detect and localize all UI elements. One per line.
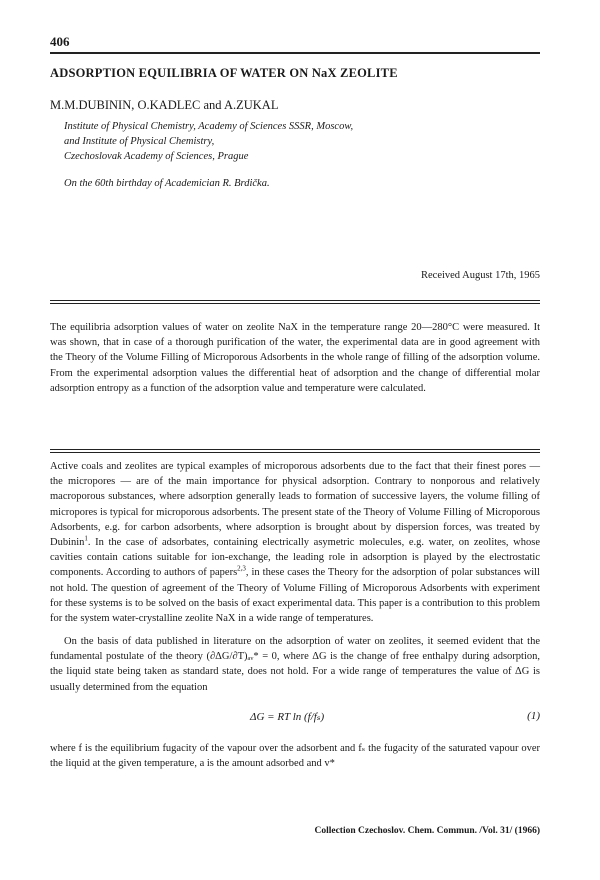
article-title: ADSORPTION EQUILIBRIA OF WATER ON NaX ZEOLITE	[50, 66, 398, 80]
abstract-bottom-rule	[50, 449, 540, 450]
paragraph-1-text-a: Active coals and zeolites are typical examples of microporous adsorbents due to the fact that their finest pores — the micropores — are of the main importance for physical adsorption. Contrary to nonporous and relatively macroporous substances, where adsorption generally leads to formation of successive layers, the volume filling of micropores is typical for microporous adsorbents. The present state of the Theory of Volume Filling of Microporous Adsorbents, e.g. for carbon adsorbents, where adsorption is brought about by dispersion forces, was treated by Dubinin	[50, 461, 540, 549]
abstract-top-rule-inner	[50, 303, 540, 304]
abstract-top-rule	[50, 300, 540, 301]
paragraph-3: where f is the equilibrium fugacity of the vapour over the adsorbent and fₛ the fugacity of the saturated vapour over the liquid at the given temperature, a is the amount adsorbed and v*	[50, 743, 540, 770]
equation-number: (1)	[527, 710, 540, 722]
dedication: On the 60th birthday of Academician R. Brdička.	[64, 178, 270, 189]
reference-2-3: 2,3	[237, 564, 246, 573]
paragraph-1-text-c: , in these cases the Theory for the adsorption of polar substances will not hold. The question of agreement of the Theory of Volume Filling of Microporous Adsorbents with experiment for these systems is to be solved on the basis of exact experimental data. This paper is a contribution to this problem for the system water-crystalline zeolite NaX in a wide range of temperatures.	[50, 567, 540, 625]
affiliation-line: Institute of Physical Chemistry, Academy of Sciences SSSR, Moscow,	[64, 121, 354, 132]
received-date: Received August 17th, 1965	[421, 270, 540, 281]
reference-1: 1	[84, 534, 88, 543]
paragraph-1-text-b: . In the case of adsorbates, containing electrically asymetric molecules, e.g. water, on zeolites, whose cavities contain cations suitable for ion-exchange, the leading role in adsorption is played by the electrostatic components. According to authors of papers	[50, 537, 540, 579]
article-authors: M.M.DUBININ, O.KADLEC and A.ZUKAL	[50, 98, 279, 112]
affiliation-line: Czechoslovak Academy of Sciences, Prague	[64, 151, 249, 162]
equation-body: ΔG = RT ln (f/fₛ)	[250, 711, 325, 723]
abstract: The equilibria adsorption values of water on zeolite NaX in the temperature range 20—280°C were measured. It was shown, that in case of a thorough purification of the water, the experimental data are in good agreement with the Theory of the Volume Filling of Microporous Adsorbents in the whole range of filling of the adsorption volume. From the experimental adsorption values the differential heat of adsorption and the change of differential molar adsorption entropy as a function of the adsorption value and temperature were calculated.	[50, 322, 540, 394]
paragraph-2: On the basis of data published in literature on the adsorption of water on zeolites, it seemed evident that the fundamental postulate of the theory (∂ΔG/∂T)ₐᵥ* = 0, where ΔG is the change of free enthalpy during adsorption, the liquid state being taken as standard state, does not hold. For a wide range of temperatures the value of ΔG is usually determined from the equation	[50, 636, 540, 693]
affiliation-block	[64, 119, 534, 164]
abstract-bottom-rule-inner	[50, 452, 540, 453]
journal-footer: Collection Czechoslov. Chem. Commun. /Vol. 31/ (1966)	[314, 826, 540, 836]
page-number: 406	[50, 34, 70, 49]
paragraph-1	[50, 459, 540, 626]
header-rule	[50, 52, 540, 54]
affiliation-line: and Institute of Physical Chemistry,	[64, 136, 215, 147]
